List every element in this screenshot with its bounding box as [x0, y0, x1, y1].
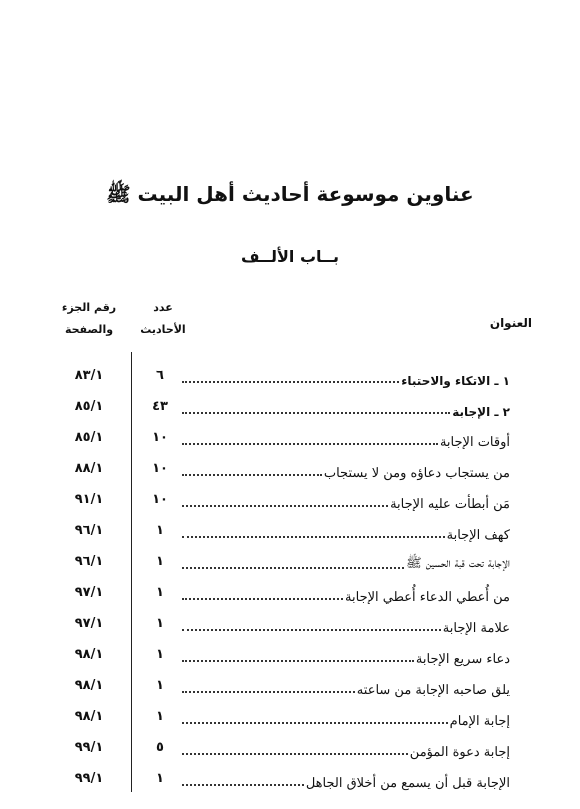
toc-row-count: ١٠: [152, 461, 168, 476]
section-title: بــاب الألــف: [241, 247, 339, 266]
toc-row-ref: ٨٥/١: [74, 430, 104, 445]
toc-row-topic-wrap: [178, 459, 510, 481]
toc-row-topic: الإجابة تحت قبة الحسين ﷺ: [405, 556, 510, 571]
toc-row-ref: ٩٨/١: [74, 647, 104, 662]
toc-row-count: ٤٣: [152, 399, 168, 414]
toc-row-count: ١٠: [152, 430, 168, 445]
toc-row-topic: كهف الإجابة: [446, 528, 510, 543]
toc-row-leader-dots: [182, 691, 355, 693]
toc-row-leader-dots: [182, 629, 441, 631]
toc-row-count: ١٠: [152, 492, 168, 507]
toc-row: [0, 519, 580, 545]
toc-row: [0, 426, 580, 452]
toc-row-topic-wrap: [178, 428, 510, 450]
toc-row: [0, 767, 580, 793]
ref-header-line2: والصفحة: [64, 323, 114, 336]
toc-row-topic: من أُعطي الدعاء أُعطي الإجابة: [345, 590, 510, 605]
toc-row-topic-wrap: [178, 769, 510, 791]
toc-row-count: ٥: [156, 740, 164, 755]
toc-row-topic-wrap: [178, 676, 510, 698]
toc-row-topic-wrap: [178, 552, 510, 574]
count-header-line2: الأحاديث: [140, 323, 186, 336]
toc-row: [0, 488, 580, 514]
toc-row-count: ١: [156, 523, 164, 538]
toc-row-topic: ٢ ـ الإجابة: [452, 405, 510, 419]
toc-row-topic-wrap: [178, 614, 510, 636]
ref-header-line1: رقم الجزء: [61, 301, 117, 314]
toc-row-leader-dots: [182, 536, 445, 538]
count-header-line1: عدد: [153, 301, 173, 314]
toc-row-leader-dots: [182, 784, 304, 786]
toc-row: [0, 643, 580, 669]
toc-row: [0, 364, 580, 390]
toc-row-ref: ٨٥/١: [74, 399, 104, 414]
toc-row-topic-wrap: [178, 521, 510, 543]
toc-row: [0, 674, 580, 700]
toc-row-leader-dots: [182, 412, 450, 414]
toc-row-topic: من يستجاب دعاؤه ومن لا يستجاب: [323, 466, 510, 481]
toc-row-leader-dots: [182, 474, 322, 476]
toc-row-ref: ٩٦/١: [74, 554, 104, 569]
toc-row-leader-dots: [182, 660, 414, 662]
toc-row-leader-dots: [182, 443, 438, 445]
toc-row-ref: ٩٨/١: [74, 678, 104, 693]
toc-row-leader-dots: [182, 505, 388, 507]
toc-row-ref: ٨٣/١: [74, 368, 104, 383]
toc-row: [0, 705, 580, 731]
toc-row-topic: علامة الإجابة: [442, 621, 510, 636]
toc-row-leader-dots: [182, 567, 404, 569]
toc-row-topic-wrap: [178, 397, 510, 419]
toc-row-topic: إجابة دعوة المؤمن: [409, 745, 510, 760]
toc-row: [0, 395, 580, 421]
toc-row-ref: ٩١/١: [74, 492, 104, 507]
toc-row-leader-dots: [182, 381, 399, 383]
toc-row-topic-wrap: [178, 490, 510, 512]
toc-row-topic: إجابة الإمام: [449, 714, 510, 729]
toc-row: [0, 457, 580, 483]
toc-row-topic: مَن أبطأت عليه الإجابة: [390, 497, 510, 512]
toc-row-count: ٦: [156, 368, 164, 383]
toc-row-count: ١: [156, 709, 164, 724]
toc-row-ref: ٩٦/١: [74, 523, 104, 538]
toc-row: [0, 736, 580, 762]
toc-row-count: ١: [156, 616, 164, 631]
toc-row: [0, 612, 580, 638]
toc-row-ref: ٨٨/١: [74, 461, 104, 476]
toc-row-topic: يلق صاحبه الإجابة من ساعته: [356, 683, 510, 698]
toc-row-count: ١: [156, 771, 164, 786]
toc-row: [0, 581, 580, 607]
toc-row-topic: ١ ـ الاتكاء والاحتباء: [401, 374, 510, 388]
toc-row-count: ١: [156, 647, 164, 662]
toc-row-leader-dots: [182, 753, 408, 755]
toc-row-ref: ٩٧/١: [74, 585, 104, 600]
toc-row-ref: ٩٧/١: [74, 616, 104, 631]
toc-row-count: ١: [156, 585, 164, 600]
toc-row-topic-wrap: [178, 738, 510, 760]
toc-row-count: ١: [156, 678, 164, 693]
toc-row-topic-wrap: [178, 583, 510, 605]
toc-row-ref: ٩٩/١: [74, 771, 104, 786]
toc-row-ref: ٩٩/١: [74, 740, 104, 755]
toc-row-count: ١: [156, 554, 164, 569]
toc-row-topic-wrap: [178, 707, 510, 729]
toc-row-topic-wrap: [178, 645, 510, 667]
toc-row-ref: ٩٨/١: [74, 709, 104, 724]
toc-row-leader-dots: [182, 722, 448, 724]
page-title: عناوين موسوعة أحاديث أهل البيت ﷺ: [106, 182, 474, 206]
toc-row-topic-wrap: [178, 366, 510, 388]
toc-row-leader-dots: [182, 598, 343, 600]
toc-row-topic: الإجابة قبل أن يسمع من أخلاق الجاهل: [305, 776, 510, 791]
toc-row: [0, 550, 580, 576]
toc-row-topic: أوقات الإجابة: [439, 435, 510, 450]
topic-header: العنوان: [489, 316, 532, 330]
toc-row-topic: دعاء سريع الإجابة: [415, 652, 510, 667]
